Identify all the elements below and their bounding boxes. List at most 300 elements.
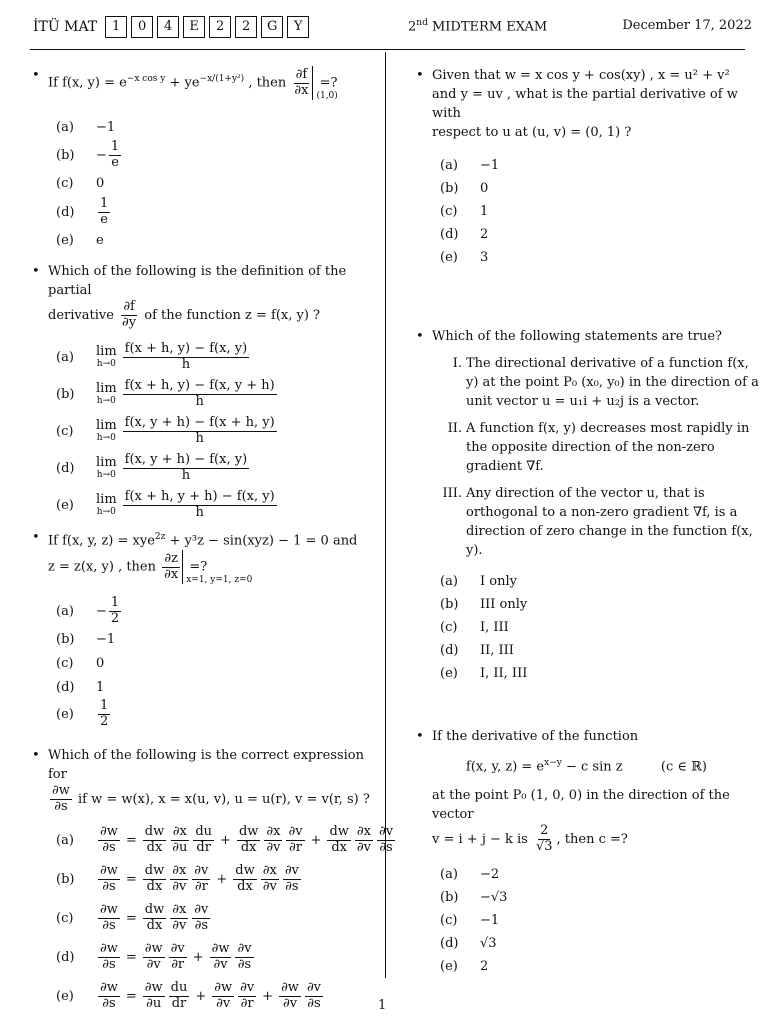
denominator: dx: [237, 878, 253, 894]
fraction: [305, 981, 323, 1012]
option-label: (c): [56, 423, 74, 439]
fraction: [327, 825, 350, 856]
denominator: h: [195, 430, 204, 446]
denominator: dx: [146, 917, 163, 933]
fraction: [98, 197, 110, 228]
fraction: [143, 981, 165, 1012]
statement-number: I.: [452, 356, 462, 371]
numerator: 1: [110, 595, 120, 611]
answer-option: [30, 821, 394, 860]
denominator: ∂s: [102, 995, 116, 1011]
numerator: ∂w: [100, 979, 118, 995]
denominator: ∂r: [194, 878, 208, 894]
code-boxes: [101, 16, 309, 38]
numerator: ∂w: [211, 940, 230, 956]
fraction: [98, 864, 120, 895]
answer-option: [414, 909, 759, 932]
answer-option: [30, 197, 375, 228]
header-divider: [30, 49, 745, 50]
code-box: 2: [235, 16, 257, 38]
fraction: [286, 825, 304, 856]
question-7-stem: • If the derivative of the function: [416, 729, 639, 744]
option-label: (b): [56, 147, 75, 163]
option-value: [96, 490, 279, 521]
option-value: [96, 453, 251, 484]
option-label: (c): [440, 620, 458, 635]
denominator: ∂s: [102, 917, 116, 933]
option-value: [96, 342, 251, 373]
answer-option: [30, 699, 375, 730]
answer-option: [414, 639, 759, 662]
fraction: [264, 825, 282, 856]
numerator: f(x, y + h) − f(x, y): [124, 451, 248, 467]
option-label: (a): [56, 832, 74, 848]
limit-word: lim: [96, 344, 117, 360]
question-6-options: [414, 570, 759, 685]
option-label: (e): [56, 988, 74, 1004]
answer-option: [414, 154, 759, 177]
fraction: [355, 825, 373, 856]
option-label: (a): [440, 158, 458, 173]
fraction: [98, 699, 110, 730]
answer-option: [30, 376, 375, 413]
course-code: [33, 16, 309, 38]
operator: +: [192, 949, 204, 965]
answer-option: [414, 223, 759, 246]
limit: [96, 419, 117, 443]
answer-option: [30, 171, 375, 197]
answer-option: [30, 899, 375, 938]
code-box: 4: [157, 16, 179, 38]
option-value: 0: [96, 176, 105, 192]
option-value: II, III: [480, 643, 514, 658]
numerator: ∂x: [356, 823, 371, 839]
statement-text: A function f(x, y) decreases most rapidly in the opposite direction of the non-zero gradient ∇f.: [466, 421, 750, 474]
fraction: [283, 864, 301, 895]
operator: =: [125, 832, 137, 848]
option-label: (c): [56, 176, 74, 192]
numerator: ∂v: [194, 862, 209, 878]
operator: +: [262, 988, 274, 1004]
code-box: Y: [287, 16, 309, 38]
option-label: (e): [440, 250, 458, 265]
fraction: [98, 981, 120, 1012]
denominator: 2: [100, 714, 109, 730]
option-value: −√3: [480, 890, 508, 906]
option-label: (c): [56, 655, 74, 671]
option-value: 2: [480, 959, 489, 975]
answer-option: [30, 977, 375, 1016]
numerator: ∂x: [172, 901, 187, 917]
question-1-options: [30, 114, 375, 254]
option-value: I, III: [480, 620, 509, 635]
option-label: (d): [56, 204, 75, 220]
option-label: (e): [56, 233, 74, 249]
answer-option: [30, 651, 375, 675]
fraction: [143, 903, 166, 934]
numerator: dw: [144, 862, 165, 878]
question-2-options: [30, 339, 375, 524]
numerator: ∂x: [172, 862, 187, 878]
denominator: ∂u: [146, 995, 162, 1011]
limit-sub: h→0: [96, 432, 116, 443]
denominator: ∂v: [216, 995, 231, 1011]
fraction: [143, 864, 166, 895]
option-value: −2: [480, 867, 500, 883]
answer-option: [30, 140, 375, 171]
denominator: ∂v: [266, 839, 281, 855]
fraction: [123, 490, 277, 521]
operator: +: [195, 988, 207, 1004]
denominator: ∂s: [102, 878, 116, 894]
option-label: (b): [440, 181, 459, 196]
fraction: [169, 942, 187, 973]
denominator: ∂v: [172, 878, 187, 894]
fraction: [123, 379, 277, 410]
denominator: h: [181, 356, 191, 372]
option-value: [96, 416, 279, 447]
option-label: (c): [56, 910, 74, 926]
fraction: [235, 942, 253, 973]
option-value: I, II, III: [480, 666, 528, 681]
operator: =: [125, 910, 137, 926]
numerator: ∂w: [100, 901, 118, 917]
option-value: [96, 825, 397, 856]
numerator: ∂v: [306, 979, 322, 995]
numerator: 1: [110, 139, 120, 154]
numerator: ∂w: [144, 940, 163, 956]
denominator: ∂v: [213, 956, 228, 972]
option-value: [96, 140, 123, 171]
numerator: ∂v: [284, 862, 299, 878]
option-value: −1: [96, 631, 116, 647]
fraction: [123, 453, 249, 484]
limit: [96, 456, 117, 480]
statement-text: The directional derivative of a function f(x, y) at the point P₀ (x₀, y₀) in the direction of a unit vector u = u₁i + u₂j is a vector.: [466, 356, 759, 409]
option-value: 3: [480, 250, 489, 265]
question-4-options: [30, 821, 394, 1016]
denominator: ∂v: [282, 995, 298, 1011]
fraction: $\frac{2}{√3}$: [535, 823, 553, 855]
answer-option: [30, 450, 375, 487]
answer-option: [414, 955, 759, 978]
question-7-stem-cont: at the point P₀ (1, 0, 0) in the direction of the vector v = i + j − k is $\frac{2}{√3}$ , then c =?: [432, 788, 730, 855]
numerator: ∂w: [281, 979, 299, 995]
numerator: ∂v: [378, 823, 394, 839]
denominator: ∂s: [237, 956, 252, 972]
option-label: (d): [56, 679, 75, 695]
denominator: dx: [240, 839, 257, 855]
limit-sub: h→0: [96, 469, 116, 480]
numerator: du: [170, 979, 188, 995]
fraction: [98, 942, 120, 973]
option-value: [96, 699, 112, 730]
page-number: 1: [378, 998, 387, 1013]
numerator: dw: [235, 862, 255, 878]
code-box: 2: [209, 16, 231, 38]
denominator: ∂v: [172, 917, 187, 933]
denominator: ∂s: [102, 956, 116, 972]
partial-fraction: $\frac{\partial f}{\partial y}$: [122, 299, 137, 330]
answer-option: [414, 593, 759, 616]
fraction: [377, 825, 395, 856]
fraction: [170, 825, 189, 856]
fraction: [170, 903, 188, 934]
code-box: G: [261, 16, 283, 38]
option-value: I only: [480, 574, 517, 589]
fraction: [233, 864, 256, 895]
option-label: (b): [56, 386, 75, 402]
partial-fraction: $\frac{\partial f}{\partial x}$: [294, 66, 309, 98]
option-value: −1: [96, 119, 116, 135]
denominator: dx: [146, 839, 163, 855]
question-5: [414, 66, 759, 269]
answer-option: [414, 200, 759, 223]
code-box: 1: [105, 16, 127, 38]
numerator: dw: [144, 823, 165, 839]
question-6: [414, 327, 759, 685]
option-value: [96, 379, 279, 410]
question-3-options: [30, 596, 375, 730]
question-4-stem: • Which of the following is the correct expression for $\frac{\partial w}{\partial s}$ if w = w(x), x = x(u, v), u = u(r), v = v(r, s) ?: [32, 748, 370, 814]
sign: −: [96, 604, 107, 620]
option-value: e: [96, 233, 104, 249]
question-1-stem: • If f(x, $y) = e^{-x cos y} + ye^{-x/(1+y^2)}$ , then $\frac{\partial f}{\partial x}$ (1,0) =?: [32, 66, 338, 101]
denominator: ∂u: [172, 839, 188, 855]
fraction: [143, 825, 166, 856]
option-value: 1: [96, 679, 105, 695]
numerator: ∂v: [237, 940, 252, 956]
limit-sub: h→0: [96, 395, 116, 406]
fraction: [279, 981, 301, 1012]
option-label: (a): [440, 867, 458, 883]
option-value: III only: [480, 597, 528, 612]
answer-option: [414, 886, 759, 909]
answer-option: [30, 339, 375, 376]
denominator: h: [181, 467, 191, 483]
limit-word: lim: [96, 492, 117, 508]
option-value: 2: [480, 227, 489, 242]
answer-option: [414, 570, 759, 593]
evaluation-bar: x=1, y=1, z=0: [182, 550, 185, 584]
fraction: [212, 981, 234, 1012]
limit: [96, 493, 117, 517]
numerator: du: [195, 823, 213, 839]
option-value: [96, 197, 112, 228]
option-value: 0: [96, 655, 105, 671]
limit-word: lim: [96, 381, 117, 397]
denominator: 2: [110, 611, 120, 627]
option-value: 1: [480, 204, 489, 219]
fraction: [192, 864, 210, 895]
operator: +: [220, 832, 231, 848]
question-4: [30, 746, 394, 1016]
question-7: [414, 727, 759, 978]
numerator: ∂v: [240, 979, 255, 995]
option-value: [96, 864, 303, 895]
question-2-stem: • Which of the following is the definition of the partial derivative $\frac{\partial f}{\partial y}$ of the function z = f(x, y) ?: [32, 264, 347, 330]
denominator: ∂r: [240, 995, 254, 1011]
question-5-stem: • Given that w = x cos y + cos(xy) , x = u² + v² and y = uv , what is the partial derivative of w with respect to u at (u, v) = (0, 1) ?: [416, 68, 738, 140]
exam-title: 2nd MIDTERM EXAM: [408, 18, 548, 35]
option-label: (b): [440, 597, 459, 612]
option-label: (b): [56, 631, 75, 647]
denominator: ∂r: [171, 956, 185, 972]
numerator: dw: [238, 823, 259, 839]
fraction: [109, 596, 121, 627]
option-label: (a): [440, 574, 458, 589]
option-label: (c): [440, 913, 458, 929]
question-6-statements: [414, 354, 759, 560]
option-label: (c): [440, 204, 458, 219]
partial-fraction: $\frac{\partial z}{\partial x}$: [164, 550, 179, 582]
denominator: e: [100, 211, 108, 227]
option-value: −1: [480, 913, 500, 929]
operator: +: [310, 832, 322, 848]
fraction: [261, 864, 279, 895]
partial-fraction: $\frac{\partial w}{\partial s}$: [52, 783, 70, 814]
numerator: ∂w: [100, 862, 118, 878]
fraction: [123, 416, 277, 447]
numerator: ∂v: [288, 823, 303, 839]
question-5-options: [414, 154, 759, 269]
option-value: [96, 596, 123, 627]
option-label: (d): [56, 949, 75, 965]
option-value: [96, 903, 212, 934]
question-7-options: [414, 863, 759, 978]
numerator: ∂w: [214, 979, 233, 995]
numerator: ∂v: [170, 940, 185, 956]
numerator: f(x, y + h) − f(x + h, y): [124, 414, 275, 430]
denominator: ∂s: [102, 839, 116, 855]
exam-date: December 17, 2022: [622, 18, 752, 33]
numerator: ∂w: [100, 823, 118, 839]
option-label: (a): [56, 349, 74, 365]
denominator: dx: [146, 878, 163, 894]
option-label: (d): [440, 227, 459, 242]
numerator: ∂x: [172, 823, 187, 839]
option-label: (e): [56, 707, 74, 723]
fraction: [109, 140, 121, 171]
fraction: [193, 825, 214, 856]
numerator: f(x + h, y + h) − f(x, y): [124, 488, 275, 504]
fraction: [98, 903, 120, 934]
numerator: ∂w: [144, 979, 163, 995]
limit: [96, 382, 117, 406]
numerator: f(x + h, y) − f(x, y): [124, 340, 248, 356]
answer-option: [414, 863, 759, 886]
option-label: (d): [56, 460, 75, 476]
limit-sub: h→0: [96, 506, 116, 517]
answer-option: [30, 114, 375, 140]
numerator: ∂v: [194, 901, 209, 917]
fraction: [98, 825, 120, 856]
option-label: (b): [440, 890, 459, 906]
answer-option: [30, 938, 375, 977]
denominator: ∂v: [262, 878, 277, 894]
operator: =: [125, 988, 137, 1004]
answer-option: [30, 487, 375, 524]
limit-word: lim: [96, 455, 117, 471]
option-value: [96, 981, 325, 1012]
numerator: ∂x: [266, 823, 281, 839]
numerator: 1: [100, 698, 109, 714]
option-value: [96, 942, 256, 973]
operator: =: [125, 949, 137, 965]
denominator: ∂v: [356, 839, 371, 855]
sign: −: [96, 147, 107, 163]
option-label: (d): [440, 643, 459, 658]
denominator: dr: [171, 995, 187, 1011]
answer-option: [414, 662, 759, 685]
limit-word: lim: [96, 418, 117, 434]
numerator: f(x + h, y) − f(x, y + h): [124, 377, 275, 393]
question-2: [30, 262, 375, 524]
option-value: −1: [480, 158, 500, 173]
limit-sub: h→0: [96, 358, 116, 369]
numerator: ∂w: [100, 940, 118, 956]
fraction: [237, 825, 260, 856]
option-value: √3: [480, 936, 497, 952]
fraction: [169, 981, 190, 1012]
statement-text: Any direction of the vector u, that is orthogonal to a non-zero gradient ∇f, is a direction of zero change in the function f(x, y).: [466, 486, 753, 558]
operator: +: [216, 871, 228, 887]
answer-option: [30, 596, 375, 627]
option-label: (e): [56, 497, 74, 513]
option-label: (e): [440, 666, 458, 681]
exam-header: [30, 12, 758, 40]
answer-option: [30, 413, 375, 450]
answer-option: [414, 177, 759, 200]
option-value: 0: [480, 181, 489, 196]
statement: [414, 419, 759, 476]
statement-number: III.: [442, 486, 462, 501]
answer-option: [414, 616, 759, 639]
operator: =: [125, 871, 137, 887]
fraction: [210, 942, 232, 973]
answer-option: [414, 932, 759, 955]
fraction: [143, 942, 165, 973]
question-3-stem: • If f(x, y, z) = xye$^{2z}$ + y³z − sin(xyz) − 1 = 0 and z = z(x, y) , then $\frac{\partial z}{\partial x}$ x=1, y=1, z=0 =?: [32, 530, 358, 586]
answer-option: [30, 675, 375, 699]
denominator: dr: [196, 839, 211, 855]
denominator: ∂s: [307, 995, 321, 1011]
option-label: (a): [56, 119, 74, 135]
answer-option: [30, 860, 375, 899]
code-box: 0: [131, 16, 153, 38]
code-box: E: [183, 16, 205, 38]
question-6-stem: • Which of the following statements are true?: [416, 329, 723, 344]
denominator: dx: [331, 839, 347, 855]
answer-option: [414, 246, 759, 269]
option-label: (a): [56, 604, 74, 620]
statement: [414, 354, 759, 411]
evaluation-bar: (1,0): [312, 66, 315, 100]
fraction: [170, 864, 188, 895]
denominator: ∂s: [379, 839, 393, 855]
fraction: [123, 342, 249, 373]
answer-option: [30, 228, 375, 254]
option-label: (d): [440, 936, 459, 952]
fraction: [192, 903, 210, 934]
option-label: (e): [440, 959, 458, 975]
denominator: e: [111, 154, 119, 170]
denominator: ∂s: [194, 917, 209, 933]
numerator: 1: [100, 195, 109, 211]
question-1: [30, 66, 375, 254]
denominator: ∂r: [289, 839, 302, 855]
numerator: dw: [329, 823, 349, 839]
